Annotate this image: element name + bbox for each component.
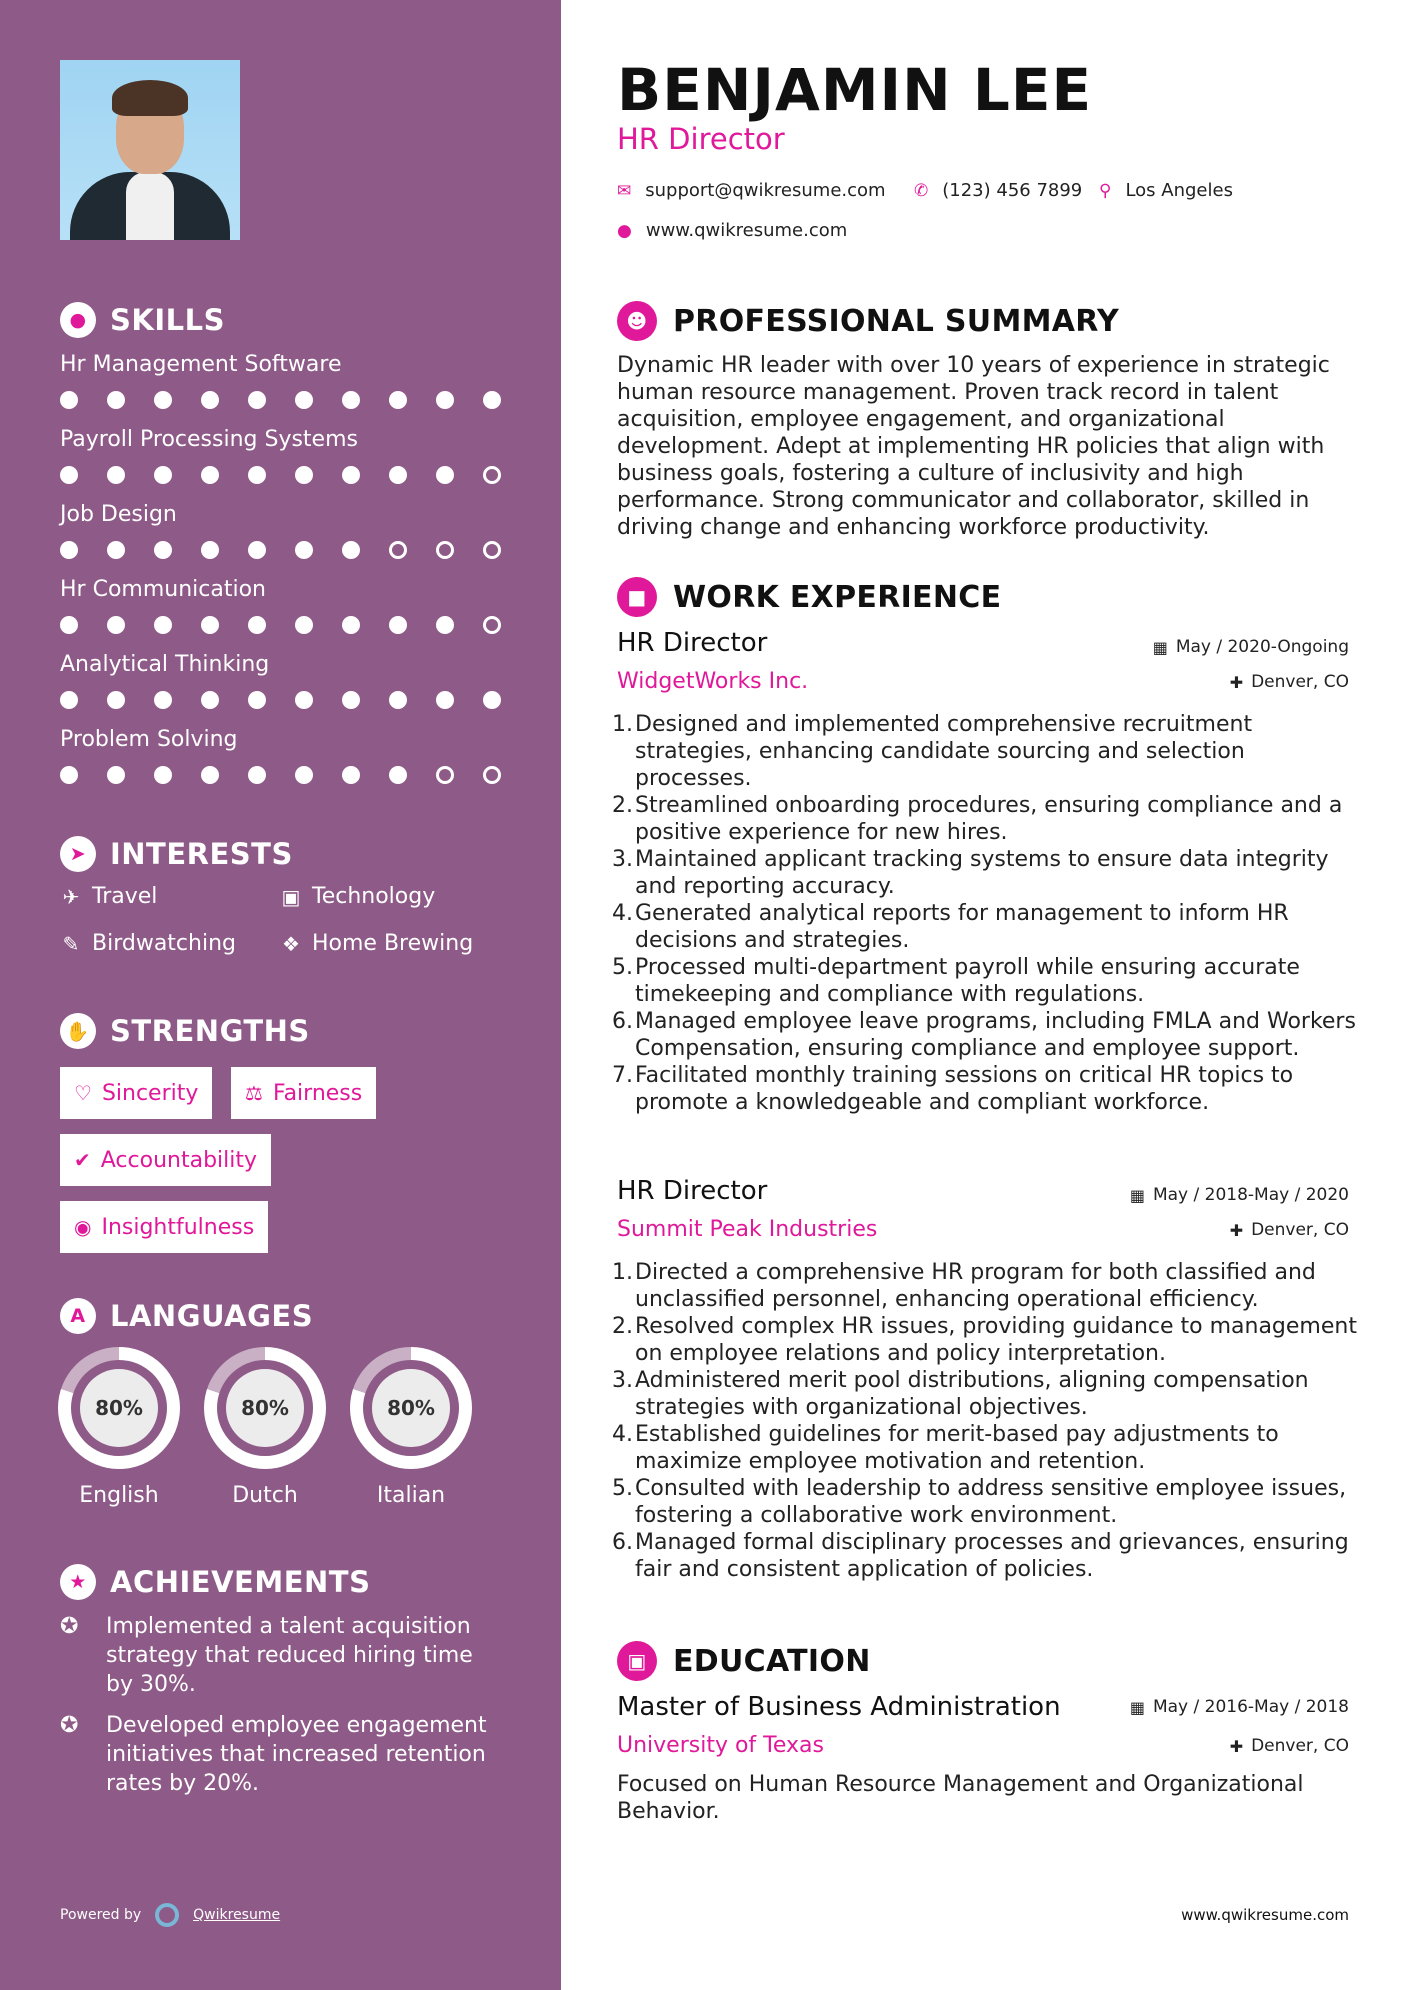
language-icon: A (60, 1298, 96, 1334)
rating-dot-filled (248, 616, 266, 634)
rating-dot-filled (60, 691, 78, 709)
education-heading (617, 1641, 871, 1681)
list-item: 5. Consulted with leadership to address sensitive employee issues, fostering a collaborative work environment. (612, 1476, 1347, 1528)
rating-dot-filled (483, 691, 501, 709)
edit-icon: ✎ (62, 931, 80, 956)
strength-badge (60, 1201, 268, 1253)
list-item: 7. Facilitated monthly training sessions on critical HR topics to promote a knowledgeable and compliant workforce. (612, 1063, 1294, 1115)
interest-item (60, 931, 236, 956)
job-bullets (612, 711, 1362, 1116)
rating-dot-filled (389, 616, 407, 634)
education-dates (1130, 1697, 1349, 1717)
job-company: Summit Peak Industries (617, 1217, 878, 1242)
skill-name: Problem Solving (60, 727, 238, 752)
photo-shirt-shape (126, 172, 174, 240)
scale-icon: ⚖ (245, 1081, 263, 1105)
language-progress-ring (350, 1347, 472, 1469)
fist-icon: ✋ (60, 1013, 96, 1049)
rating-dot-filled (389, 691, 407, 709)
language-percent: 80% (226, 1369, 304, 1447)
summary-heading-label: PROFESSIONAL SUMMARY (673, 303, 1120, 339)
education-heading-label: EDUCATION (673, 1643, 871, 1679)
calendar-icon: ▦ (1129, 1185, 1145, 1205)
profile-photo (60, 60, 240, 240)
job-bullets (612, 1259, 1362, 1583)
rating-dot-filled (154, 391, 172, 409)
skill-name: Payroll Processing Systems (60, 427, 358, 452)
strength-label: Fairness (272, 1080, 363, 1106)
rating-dot-filled (107, 766, 125, 784)
graduation-icon: ▣ (617, 1641, 657, 1681)
rating-dot-filled (154, 691, 172, 709)
rating-dot-empty (483, 616, 501, 634)
photo-hair-shape (112, 80, 188, 116)
rating-dot-filled (201, 691, 219, 709)
language-item (58, 1347, 180, 1508)
strength-label: Accountability (100, 1147, 258, 1173)
skill-name: Job Design (60, 502, 177, 527)
language-progress-ring (204, 1347, 326, 1469)
job-location-text: Denver, CO (1251, 1220, 1349, 1240)
degree-title: Master of Business Administration (617, 1692, 1061, 1722)
eye-icon: ◉ (74, 1215, 92, 1239)
rating-dot-filled (154, 541, 172, 559)
star-icon: ★ (60, 1564, 96, 1600)
rating-dot-empty (436, 766, 454, 784)
powered-by-label: Powered by (60, 1907, 142, 1923)
globe-icon: ● (617, 220, 632, 241)
rating-dot-filled (201, 616, 219, 634)
laptop-icon: ▣ (281, 884, 301, 909)
rating-dot-filled (436, 466, 454, 484)
skill-rating (60, 766, 501, 784)
pushpin-icon: ✚ (1229, 672, 1244, 692)
skill-rating (60, 541, 501, 559)
education-description: Focused on Human Resource Management and Organizational Behavior. (617, 1772, 1304, 1824)
rating-dot-empty (483, 766, 501, 784)
rating-dot-filled (295, 691, 313, 709)
list-item: 4. Established guidelines for merit-based pay adjustments to maximize employee motivation and retention. (612, 1422, 1279, 1474)
achievements-heading (60, 1564, 370, 1600)
skills-heading-label: SKILLS (110, 303, 225, 337)
pushpin-icon: ✚ (1229, 1736, 1244, 1756)
rating-dot-filled (295, 541, 313, 559)
job-dates (1130, 1185, 1349, 1205)
rating-dot-filled (248, 691, 266, 709)
language-percent: 80% (80, 1369, 158, 1447)
job-dates-text: May / 2018-May / 2020 (1152, 1185, 1349, 1205)
rating-dot-filled (389, 766, 407, 784)
experience-heading (617, 577, 1001, 617)
rating-dot-filled (60, 391, 78, 409)
shooting-star-icon: ✪ (60, 1614, 79, 1639)
job-location (1230, 672, 1349, 692)
language-name: English (79, 1483, 159, 1508)
rating-dot-filled (154, 466, 172, 484)
rating-dot-filled (342, 766, 360, 784)
rating-dot-filled (107, 466, 125, 484)
strengths-heading-label: STRENGTHS (110, 1014, 310, 1048)
rating-dot-filled (342, 541, 360, 559)
education-location-text: Denver, CO (1251, 1736, 1349, 1756)
plane-icon: ✈ (62, 884, 80, 909)
skills-heading (60, 302, 225, 338)
strength-label: Sincerity (101, 1080, 199, 1106)
lightbulb-icon: ● (60, 302, 96, 338)
strength-badge (231, 1067, 376, 1119)
calendar-icon: ▦ (1129, 1697, 1145, 1717)
interest-item (280, 931, 473, 956)
rating-dot-filled (389, 466, 407, 484)
languages-heading (60, 1298, 313, 1334)
achievement-text: Implemented a talent acquisition strategy that reduced hiring time by 30%. (106, 1614, 473, 1697)
rating-dot-filled (342, 616, 360, 634)
paper-plane-icon: ➤ (60, 836, 96, 872)
interest-item (280, 884, 435, 909)
contact-phone (914, 180, 1082, 201)
map-pin-icon: ⚲ (1099, 180, 1112, 201)
interest-label: Travel (92, 884, 158, 909)
rating-dot-filled (295, 466, 313, 484)
rating-dot-filled (436, 616, 454, 634)
rating-dot-empty (483, 466, 501, 484)
strengths-heading (60, 1013, 310, 1049)
rating-dot-filled (60, 541, 78, 559)
skill-rating (60, 691, 501, 709)
skill-name: Hr Management Software (60, 352, 342, 377)
rating-dot-filled (295, 766, 313, 784)
job-title: HR Director (617, 1176, 768, 1206)
puzzle-icon: ❖ (282, 931, 300, 956)
contact-website (617, 220, 847, 241)
interests-heading (60, 836, 293, 872)
rating-dot-filled (248, 466, 266, 484)
achievements-heading-label: ACHIEVEMENTS (110, 1565, 371, 1599)
phone-icon: ✆ (914, 180, 929, 201)
qwikresume-logo-icon (155, 1903, 179, 1927)
rating-dot-filled (154, 766, 172, 784)
rating-dot-filled (201, 541, 219, 559)
rating-dot-filled (201, 766, 219, 784)
list-item: 1. Designed and implemented comprehensive recruitment strategies, enhancing candidate sourcing and selection processes. (612, 712, 1253, 791)
language-item (350, 1347, 472, 1508)
brand-link[interactable]: Qwikresume (193, 1907, 281, 1923)
rating-dot-empty (436, 541, 454, 559)
rating-dot-filled (295, 391, 313, 409)
rating-dot-filled (107, 391, 125, 409)
skill-rating (60, 616, 501, 634)
languages-heading-label: LANGUAGES (110, 1299, 314, 1333)
language-percent: 80% (372, 1369, 450, 1447)
heart-icon: ♡ (74, 1081, 92, 1105)
strength-label: Insightfulness (101, 1214, 255, 1240)
contact-email (617, 180, 886, 201)
candidate-name: BENJAMIN LEE (617, 56, 1093, 124)
interest-item (60, 884, 157, 909)
achievement-item (60, 1711, 500, 1798)
list-item: 1. Directed a comprehensive HR program for both classified and unclassified personnel, enhancing operational efficiency. (612, 1260, 1316, 1312)
rating-dot-filled (107, 691, 125, 709)
rating-dot-filled (201, 391, 219, 409)
interest-label: Birdwatching (92, 931, 236, 956)
job-dates (1153, 637, 1349, 657)
list-item: 3. Maintained applicant tracking systems to ensure data integrity and reporting accuracy. (612, 847, 1329, 899)
experience-heading-label: WORK EXPERIENCE (673, 579, 1002, 615)
language-progress-ring (58, 1347, 180, 1469)
candidate-role: HR Director (617, 122, 785, 156)
job-title: HR Director (617, 628, 768, 658)
rating-dot-filled (483, 391, 501, 409)
education-location (1230, 1736, 1349, 1756)
school-name: University of Texas (617, 1733, 824, 1758)
calendar-icon: ▦ (1152, 637, 1168, 657)
rating-dot-empty (483, 541, 501, 559)
skill-rating (60, 391, 501, 409)
sidebar (0, 0, 561, 1990)
powered-by (60, 1903, 280, 1927)
summary-text: Dynamic HR leader with over 10 years of experience in strategic human resource management. Proven track record in talent acquisition, employee engagement, and organizational development. Adept at implementing HR policies that align with business goals, fostering a culture of inclusivity and high performance. Strong communicator and collaborator, skilled in driving change and enhancing workforce productivity. (617, 353, 1330, 540)
rating-dot-filled (389, 391, 407, 409)
check-circle-icon: ✔ (74, 1148, 91, 1172)
rating-dot-filled (60, 466, 78, 484)
rating-dot-filled (60, 766, 78, 784)
interest-label: Home Brewing (312, 931, 474, 956)
rating-dot-filled (436, 691, 454, 709)
shooting-star-icon: ✪ (60, 1713, 79, 1738)
job-location (1230, 1220, 1349, 1240)
skill-name: Analytical Thinking (60, 652, 270, 677)
rating-dot-filled (154, 616, 172, 634)
job-dates-text: May / 2020-Ongoing (1175, 637, 1349, 657)
rating-dot-filled (436, 391, 454, 409)
list-item: 6. Managed employee leave programs, including FMLA and Workers Compensation, ensuring compliance and employee support. (612, 1009, 1356, 1061)
language-name: Dutch (232, 1483, 298, 1508)
skill-rating (60, 466, 501, 484)
list-item: 3. Administered merit pool distributions, aligning compensation strategies with organizational objectives. (612, 1368, 1309, 1420)
list-item: 2. Resolved complex HR issues, providing guidance to management on employee relations and policy interpretation. (612, 1314, 1357, 1366)
user-icon: ☻ (617, 301, 657, 341)
skill-name: Hr Communication (60, 577, 266, 602)
achievement-item (60, 1612, 500, 1699)
rating-dot-filled (107, 616, 125, 634)
language-name: Italian (376, 1483, 446, 1508)
phone-text: (123) 456 7899 (942, 180, 1083, 201)
chair-icon: ■ (617, 577, 657, 617)
education-dates-text: May / 2016-May / 2018 (1152, 1697, 1349, 1717)
interest-label: Technology (312, 884, 436, 909)
rating-dot-filled (248, 541, 266, 559)
list-item: 5. Processed multi-department payroll while ensuring accurate timekeeping and compliance with regulations. (612, 955, 1300, 1007)
language-item (204, 1347, 326, 1508)
rating-dot-filled (342, 466, 360, 484)
contact-location (1099, 180, 1233, 201)
envelope-icon: ✉ (617, 180, 632, 201)
rating-dot-filled (60, 616, 78, 634)
rating-dot-filled (342, 691, 360, 709)
list-item: 6. Managed formal disciplinary processes and grievances, ensuring fair and consistent application of policies. (612, 1530, 1349, 1582)
strength-badge (60, 1134, 271, 1186)
achievement-text: Developed employee engagement initiatives that increased retention rates by 20%. (106, 1713, 487, 1796)
rating-dot-filled (107, 541, 125, 559)
rating-dot-filled (248, 766, 266, 784)
email-text[interactable]: support@qwikresume.com (645, 180, 886, 201)
rating-dot-filled (342, 391, 360, 409)
summary-heading (617, 301, 1119, 341)
footer-url[interactable]: www.qwikresume.com (1181, 1906, 1349, 1924)
list-item: 4. Generated analytical reports for management to inform HR decisions and strategies. (612, 901, 1289, 953)
job-company: WidgetWorks Inc. (617, 669, 809, 694)
location-text: Los Angeles (1125, 180, 1233, 201)
rating-dot-empty (389, 541, 407, 559)
rating-dot-filled (201, 466, 219, 484)
website-text[interactable]: www.qwikresume.com (645, 220, 848, 241)
list-item: 2. Streamlined onboarding procedures, ensuring compliance and a positive experience for new hires. (612, 793, 1343, 845)
interests-heading-label: INTERESTS (110, 837, 293, 871)
job-location-text: Denver, CO (1251, 672, 1349, 692)
strength-badge (60, 1067, 212, 1119)
pushpin-icon: ✚ (1229, 1220, 1244, 1240)
rating-dot-filled (248, 391, 266, 409)
rating-dot-filled (295, 616, 313, 634)
